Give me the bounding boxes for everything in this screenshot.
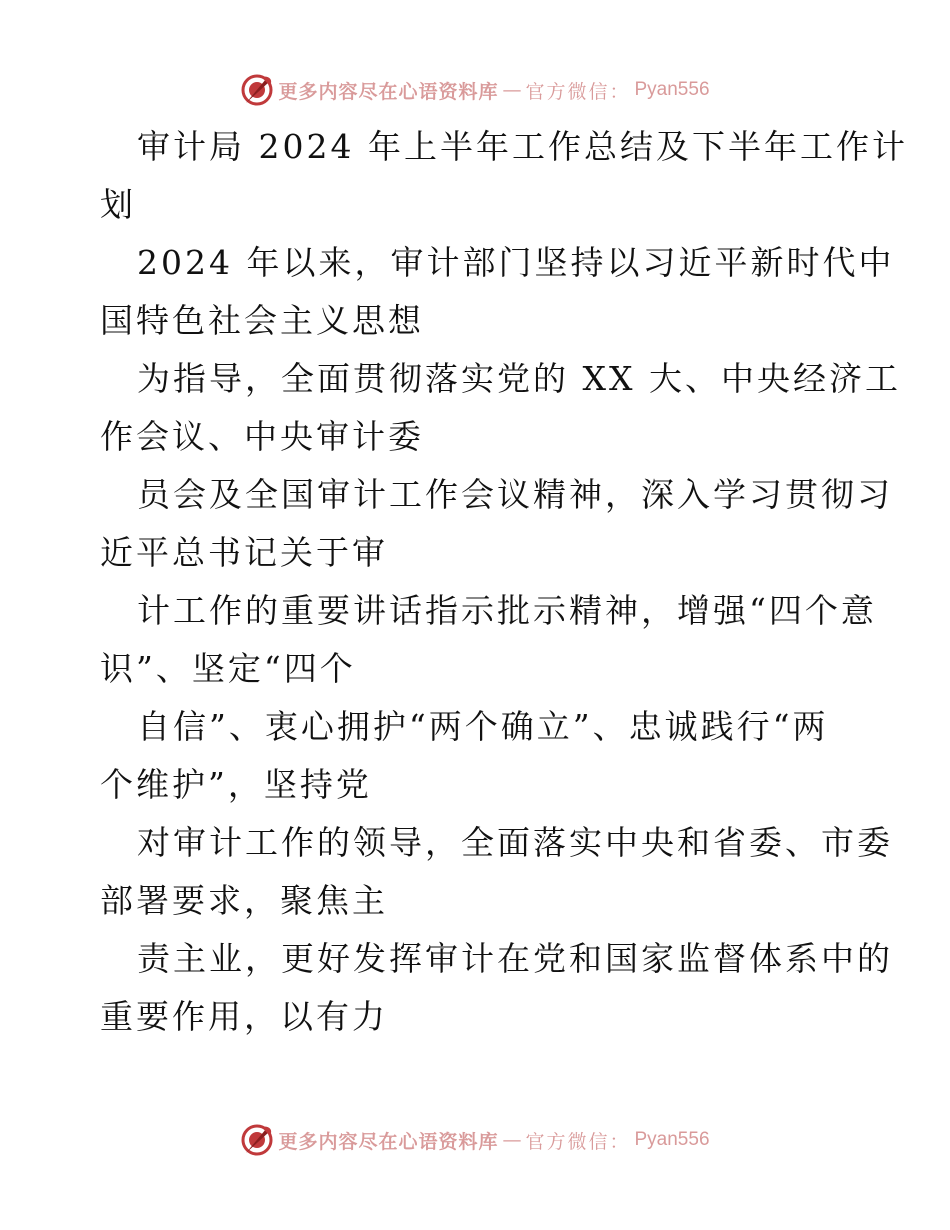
- quill-logo-icon: [240, 1123, 274, 1157]
- text-line: 对审计工作的领导，全面落实中央和省委、市委: [137, 823, 893, 862]
- text-line: 计工作的重要讲话指示批示精神，增强“四个意: [137, 591, 877, 630]
- text-line: 为指导，全面贯彻落实党的 XX 大、中央经济工: [137, 359, 901, 398]
- text-line: 国特色社会主义思想: [100, 301, 424, 340]
- document-body: [100, 118, 908, 1046]
- text-line: 审计局 2024 年上半年工作总结及下半年工作计: [137, 127, 908, 166]
- watermark-separator: —: [502, 79, 522, 101]
- text-line: 部署要求，聚焦主: [100, 881, 388, 920]
- text-line: 员会及全国审计工作会议精神，深入学习贯彻习: [137, 475, 893, 514]
- text-line: 识”、坚定“四个: [100, 649, 356, 688]
- watermark-separator: —: [502, 1129, 522, 1151]
- text-line: 2024 年以来，审计部门坚持以习近平新时代中: [137, 243, 895, 282]
- watermark-site-text: 更多内容尽在心语资料库: [278, 80, 499, 103]
- text-line: 划: [100, 185, 136, 224]
- watermark-wechat-label: 官方微信：: [525, 1130, 631, 1153]
- footer-watermark: [0, 1120, 950, 1160]
- text-line: 近平总书记关于审: [100, 533, 388, 572]
- watermark-wechat-id: Pyan556: [634, 1129, 710, 1150]
- quill-logo-icon: [240, 73, 274, 107]
- text-line: 个维护”，坚持党: [100, 765, 372, 804]
- watermark-wechat-id: Pyan556: [634, 79, 710, 100]
- text-line: 自信”、衷心拥护“两个确立”、忠诚践行“两: [137, 707, 829, 746]
- text-line: 重要作用，以有力: [100, 997, 388, 1036]
- watermark-site-text: 更多内容尽在心语资料库: [278, 1130, 499, 1153]
- header-watermark: [0, 70, 950, 110]
- watermark-wechat-label: 官方微信：: [525, 80, 631, 103]
- text-line: 作会议、中央审计委: [100, 417, 424, 456]
- text-line: 责主业，更好发挥审计在党和国家监督体系中的: [137, 939, 893, 978]
